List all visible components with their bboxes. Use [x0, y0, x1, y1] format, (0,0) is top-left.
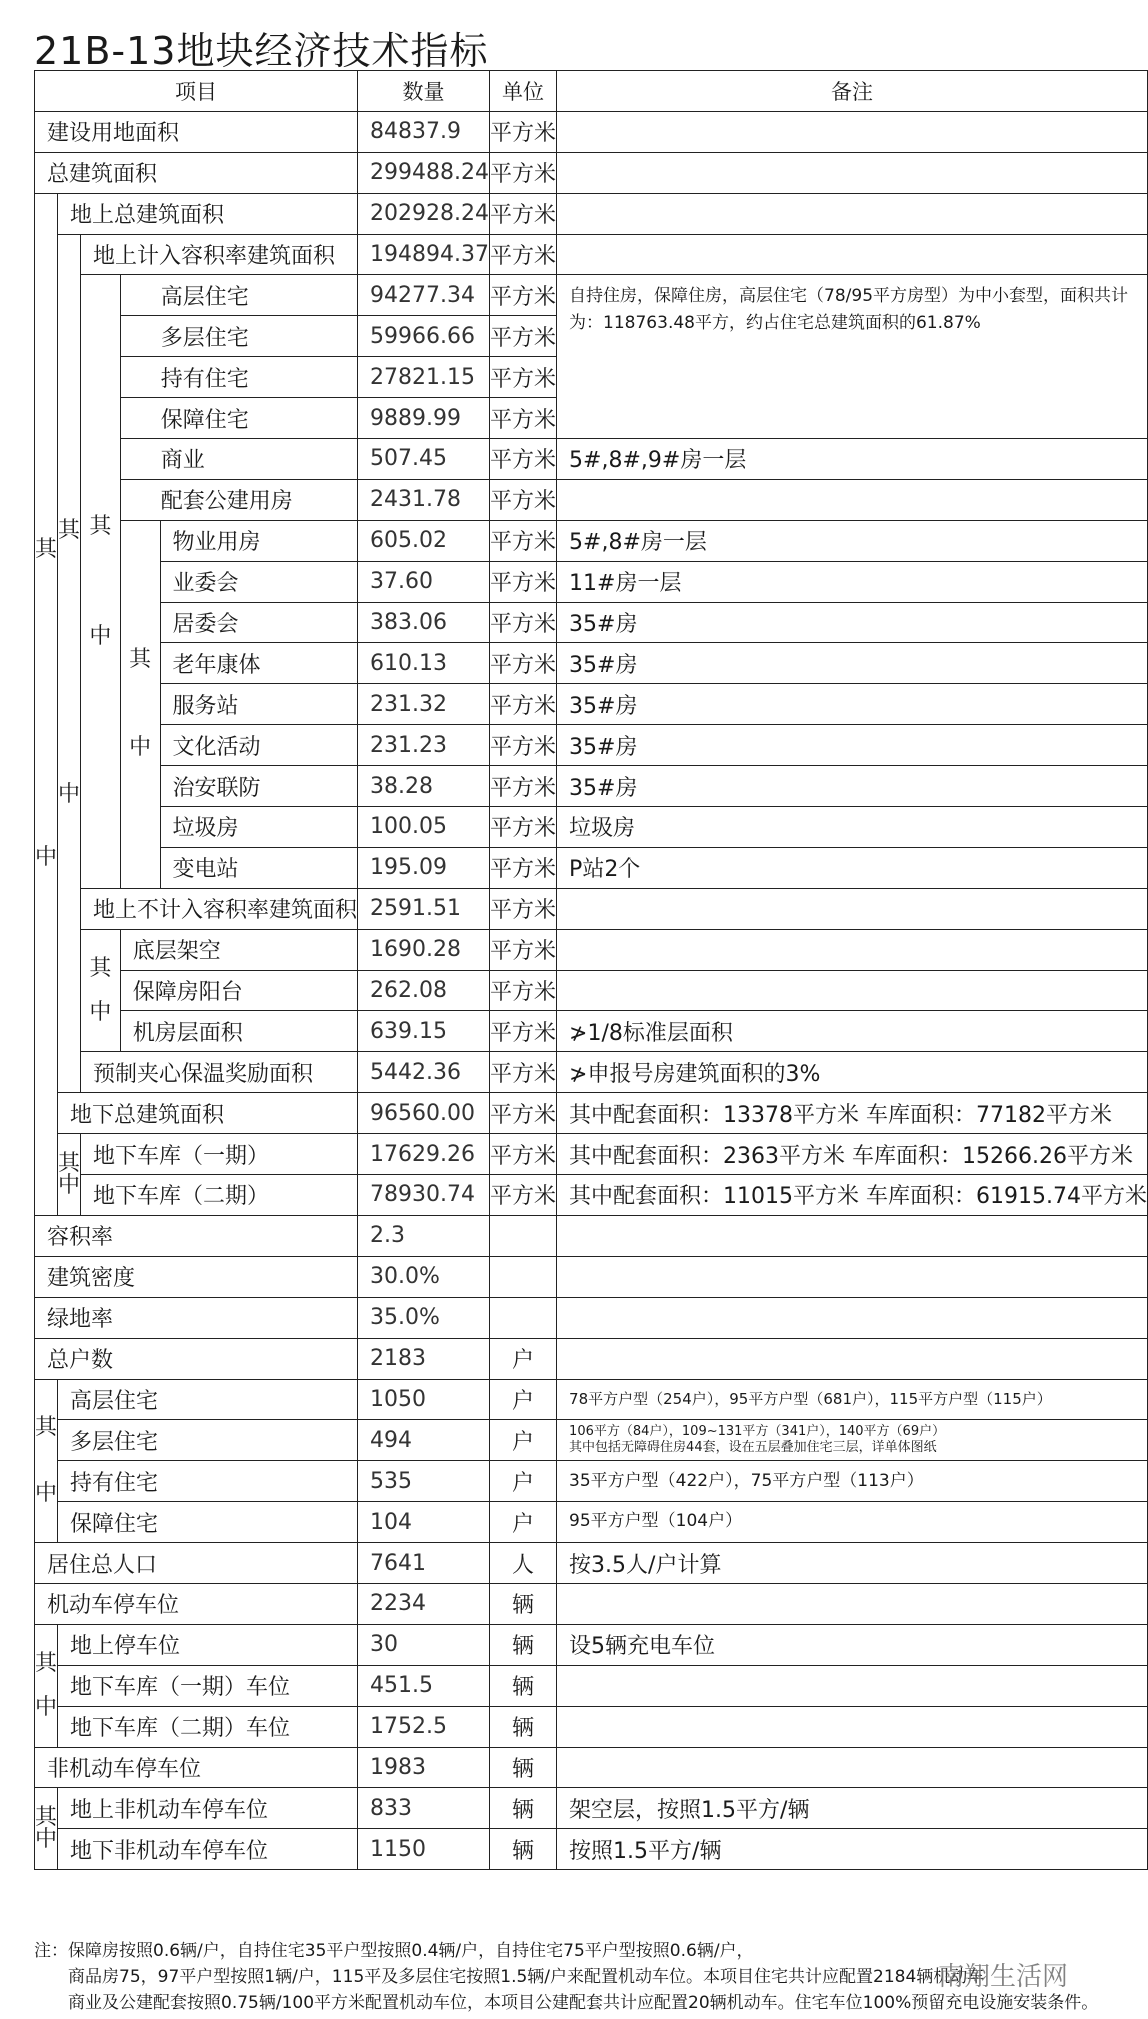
- table-header: [35, 71, 1148, 112]
- watermark: 南翔生活网: [937, 1962, 1068, 1992]
- table-row: 老年康体 610.13 平方米 35#房: [35, 643, 1148, 684]
- group-label-households: 其 中: [35, 1379, 58, 1543]
- table-row: 其 中 高层住宅 94277.34 平方米 自持住房，保障住房，高层住宅（78/95平方房型）为中小套型，面积共计为：118763.48平方，约占住宅总建筑面积的61.87%: [35, 275, 1148, 316]
- group-label-facilities: 其 中: [120, 520, 160, 888]
- group-label-outer: 其 中: [35, 193, 58, 1215]
- table-row: 其 中 地上停车位 30 辆 设5辆充电车位: [35, 1624, 1148, 1665]
- table-row: 文化活动 231.23 平方米 35#房: [35, 725, 1148, 766]
- table-row: 其 中 地上计入容积率建筑面积 194894.37 平方米: [35, 234, 1148, 275]
- table-row: 垃圾房 100.05 平方米 垃圾房: [35, 807, 1148, 848]
- table-row: 预制夹心保温奖励面积 5442.36 平方米 ≯申报号房建筑面积的3%: [35, 1052, 1148, 1093]
- footnote-line: 商品房75，97平户型按照1辆/户，115平及多层住宅按照1.5辆/户来配置机动车位。本项目住宅共计应配置2184辆机动车: [68, 1967, 985, 1987]
- page-title: 21B-13地块经济技术指标: [34, 29, 489, 73]
- table-row: 服务站 231.32 平方米 35#房: [35, 684, 1148, 725]
- table-row: 地下总建筑面积 96560.00 平方米 其中配套面积：13378平方米 车库面积：77182平方米: [35, 1093, 1148, 1134]
- table-row: 地下车库（二期） 78930.74 平方米 其中配套面积：11015平方米 车库面积：61915.74平方米: [35, 1175, 1148, 1216]
- table-row: 多层住宅 494 户 106平方（84户），109~131平方（341户），140平方（69户） 其中包括无障碍住房44套，设在五层叠加住宅三层，详单体图纸: [35, 1420, 1148, 1461]
- table-row: 配套公建用房 2431.78 平方米: [35, 479, 1148, 520]
- table-row: 非机动车停车位 1983 辆: [35, 1747, 1148, 1788]
- table-row: 机房层面积 639.15 平方米 ≯1/8标准层面积: [35, 1011, 1148, 1052]
- table-row: 持有住宅 27821.15 平方米: [35, 357, 1148, 398]
- footnote: [34, 1938, 1099, 2016]
- table-row: 治安联防 38.28 平方米 35#房: [35, 766, 1148, 807]
- table-row: 建筑密度 30.0%: [35, 1256, 1148, 1297]
- group-label-nonmotor: 其 中: [35, 1788, 58, 1870]
- header-remark: 备注: [557, 71, 1148, 112]
- table-row: 持有住宅 535 户 35平方户型（422户），75平方户型（113户）: [35, 1461, 1148, 1502]
- header-unit: 单位: [490, 71, 557, 112]
- table-row: 居住总人口 7641 人 按3.5人/户计算: [35, 1543, 1148, 1584]
- table-row: 地上不计入容积率建筑面积 2591.51 平方米: [35, 888, 1148, 929]
- group-label-below: 其 中: [58, 1134, 81, 1216]
- table-row: 建设用地面积 84837.9 平方米: [35, 111, 1148, 152]
- table-row: 多层住宅 59966.66 平方米: [35, 316, 1148, 357]
- footnote-line: 注：保障房按照0.6辆/户，自持住宅35平户型按照0.4辆/户，自持住宅75平户型按照0.6辆/户，: [34, 1941, 754, 1961]
- header-item: 项目: [35, 71, 358, 112]
- table-row: 地下车库（二期）车位 1752.5 辆: [35, 1706, 1148, 1747]
- table-row: 保障住宅 104 户 95平方户型（104户）: [35, 1502, 1148, 1543]
- table-row: 总户数 2183 户: [35, 1338, 1148, 1379]
- footnote-line: 商业及公建配套按照0.75辆/100平方米配置机动车位，本项目公建配套共计应配置20辆机动车。住宅车位100%预留充电设施安装条件。: [68, 1993, 1099, 2013]
- table-row: 绿地率 35.0%: [35, 1297, 1148, 1338]
- table-row: 其 中 地上非机动车停车位 833 辆 架空层，按照1.5平方/辆: [35, 1788, 1148, 1829]
- table-row: 其 中 物业用房 605.02 平方米 5#,8#房一层: [35, 520, 1148, 561]
- table-row: 居委会 383.06 平方米 35#房: [35, 602, 1148, 643]
- table-row: 容积率 2.3: [35, 1215, 1148, 1256]
- table-row: 其 中 地下车库（一期） 17629.26 平方米 其中配套面积：2363平方米 车库面积：15266.26平方米: [35, 1134, 1148, 1175]
- header-qty: 数量: [358, 71, 490, 112]
- group-label-above: 其 中: [58, 234, 81, 1093]
- table-row: 地下非机动车停车位 1150 辆 按照1.5平方/辆: [35, 1829, 1148, 1870]
- economic-indicators-table: [34, 70, 1148, 1870]
- table-row: 总建筑面积 299488.24 平方米: [35, 152, 1148, 193]
- table-row: 保障住宅 9889.99 平方米: [35, 398, 1148, 439]
- table-row: 变电站 195.09 平方米 P站2个: [35, 847, 1148, 888]
- residential-remark: 自持住房，保障住房，高层住宅（78/95平方房型）为中小套型，面积共计为：118763.48平方，约占住宅总建筑面积的61.87%: [557, 275, 1148, 439]
- group-label-parking: 其 中: [35, 1624, 58, 1747]
- table-row: 业委会 37.60 平方米 11#房一层: [35, 561, 1148, 602]
- table-row: 其 中 高层住宅 1050 户 78平方户型（254户），95平方户型（681户），115平方户型（115户）: [35, 1379, 1148, 1420]
- table-row: 保障房阳台 262.08 平方米: [35, 970, 1148, 1011]
- table-row: 地下车库（一期）车位 451.5 辆: [35, 1665, 1148, 1706]
- group-label-nonfar: 其 中: [81, 929, 121, 1052]
- table-row: 其 中 地上总建筑面积 202928.24 平方米: [35, 193, 1148, 234]
- table-row: 其 中 底层架空 1690.28 平方米: [35, 929, 1148, 970]
- group-label-far: 其 中: [81, 275, 121, 888]
- table-row: 商业 507.45 平方米 5#,8#,9#房一层: [35, 439, 1148, 480]
- table-row: 机动车停车位 2234 辆: [35, 1583, 1148, 1624]
